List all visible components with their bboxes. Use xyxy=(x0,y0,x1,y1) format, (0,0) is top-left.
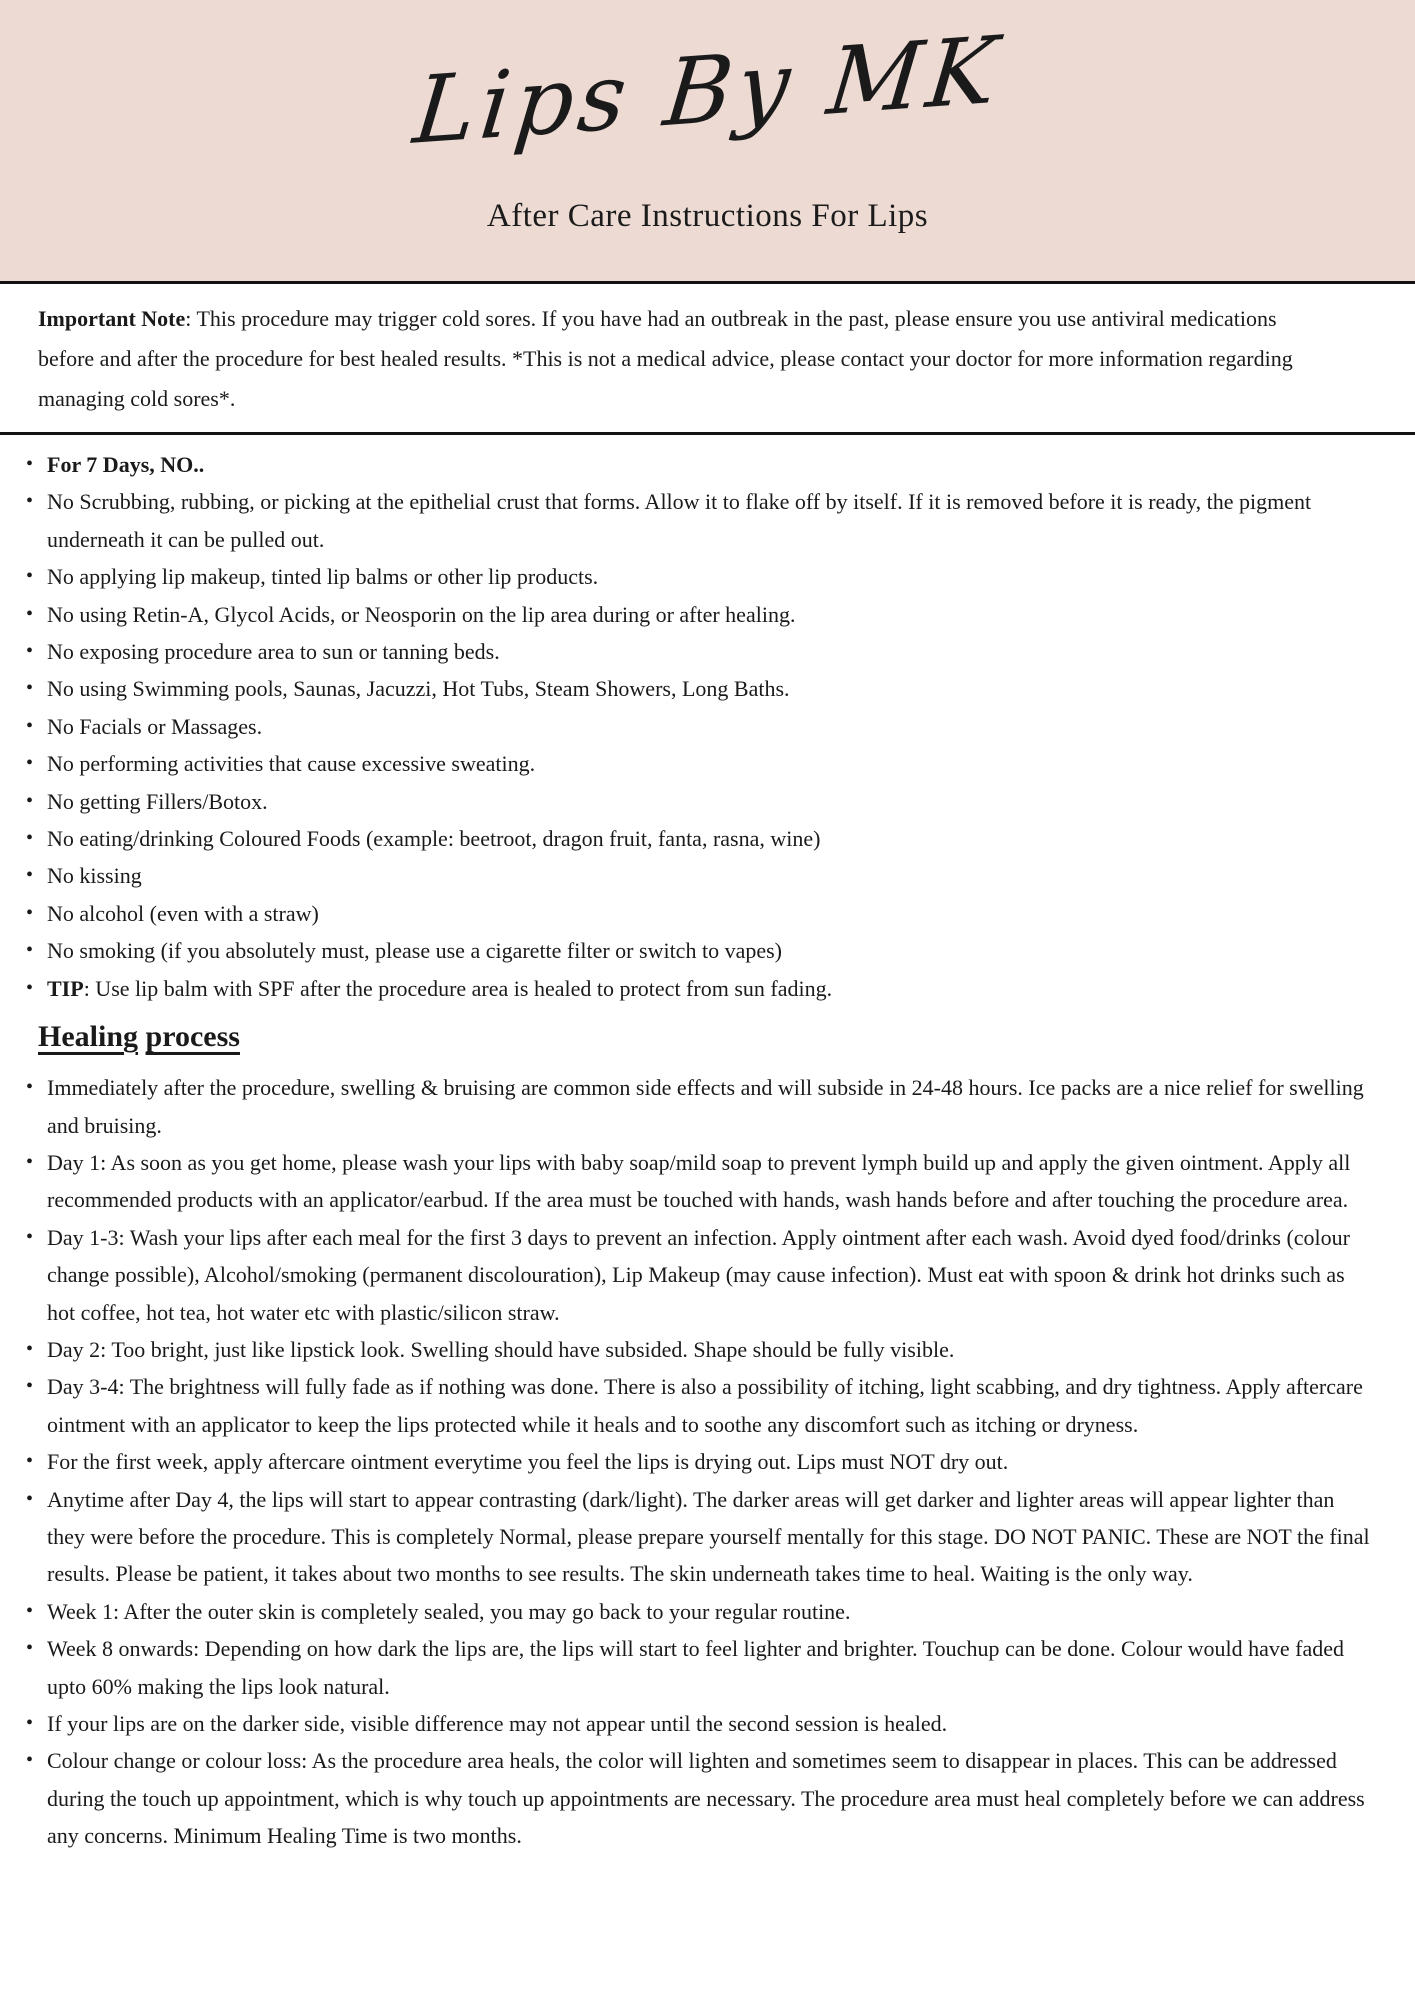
list-item: • No using Swimming pools, Saunas, Jacuzzi, Hot Tubs, Steam Showers, Long Baths. xyxy=(0,670,1377,707)
list-item: • For 7 Days, NO.. xyxy=(0,446,1377,483)
list-item: • Day 1: As soon as you get home, please wash your lips with baby soap/mild soap to prevent lymph build up and apply the given ointment. Apply all recommended products with an applicator/earbud. If the area must be touched with hands, wash hands before and after touching the procedure area. xyxy=(0,1144,1377,1219)
list-item: • No Scrubbing, rubbing, or picking at the epithelial crust that forms. Allow it to flake off by itself. If it is removed before it is ready, the pigment underneath it can be pulled out. xyxy=(0,483,1377,558)
list-item: • Day 3-4: The brightness will fully fade as if nothing was done. There is also a possibility of itching, light scabbing, and dry tightness. Apply aftercare ointment with an applicator to keep the lips protected while it heals and to soothe any discomfort such as itching or dryness. xyxy=(0,1368,1377,1443)
important-note-paragraph xyxy=(38,299,1323,419)
list-item: • No performing activities that cause excessive sweating. xyxy=(0,745,1377,782)
healing-heading-word-2: process xyxy=(145,1020,240,1054)
list-item: • No kissing xyxy=(0,857,1377,894)
list-item: • Day 2: Too bright, just like lipstick look. Swelling should have subsided. Shape should be fully visible. xyxy=(0,1331,1377,1368)
list-item: • Week 8 onwards: Depending on how dark the lips are, the lips will start to feel lighter and brighter. Touchup can be done. Colour would have faded upto 60% making the lips look natural. xyxy=(0,1630,1377,1705)
important-note-body: : This procedure may trigger cold sores. If you have had an outbreak in the past, please ensure you use antiviral medications before and after the procedure for best healed results. *This is not a medical advice, please contact your doctor for more information regarding managing cold sores*. xyxy=(38,306,1293,411)
list-item: • Anytime after Day 4, the lips will start to appear contrasting (dark/light). The darker areas will get darker and lighter areas will appear lighter than they were before the procedure. This is completely Normal, please prepare yourself mentally for this stage. DO NOT PANIC. These are NOT the final results. Please be patient, it takes about two months to see results. The skin underneath takes time to heal. Waiting is the only way. xyxy=(0,1481,1377,1593)
list-item: • TIP: Use lip balm with SPF after the procedure area is healed to protect from sun fading. xyxy=(0,970,1377,1007)
page-title: After Care Instructions For Lips xyxy=(486,198,929,234)
list-item: • No eating/drinking Coloured Foods (example: beetroot, dragon fruit, fanta, rasna, wine) xyxy=(0,820,1377,857)
brand-logo xyxy=(0,0,1415,166)
list-item: • No applying lip makeup, tinted lip balms or other lip products. xyxy=(0,558,1377,595)
healing-process-list xyxy=(0,1069,1377,1855)
list-item: • If your lips are on the darker side, visible difference may not appear until the second session is healed. xyxy=(0,1705,1377,1742)
list-item: • Day 1-3: Wash your lips after each meal for the first 3 days to prevent an infection. Apply ointment after each wash. Avoid dyed food/drinks (colour change possible), Alcohol/smoking (permanent discolouration), Lip Makeup (may cause infection). Must eat with spoon & drink hot drinks such as hot coffee, hot tea, hot water etc with plastic/silicon straw. xyxy=(0,1219,1377,1331)
healing-process-heading xyxy=(38,1016,1377,1058)
restrictions-list xyxy=(0,446,1377,1007)
important-note-section xyxy=(0,284,1415,435)
list-item: • For the first week, apply aftercare ointment everytime you feel the lips is drying out. Lips must NOT dry out. xyxy=(0,1443,1377,1480)
document-header xyxy=(0,0,1415,284)
list-item: • Colour change or colour loss: As the procedure area heals, the color will lighten and sometimes seem to disappear in places. This can be addressed during the touch up appointment, which is why touch up appointments are necessary. The procedure area must heal completely before we can address any concerns. Minimum Healing Time is two months. xyxy=(0,1742,1377,1854)
list-item: • Week 1: After the outer skin is completely sealed, you may go back to your regular routine. xyxy=(0,1593,1377,1630)
list-item: • No Facials or Massages. xyxy=(0,708,1377,745)
list-item: • Immediately after the procedure, swelling & bruising are common side effects and will subside in 24-48 hours. Ice packs are a nice relief for swelling and bruising. xyxy=(0,1069,1377,1144)
list-item: • No using Retin-A, Glycol Acids, or Neosporin on the lip area during or after healing. xyxy=(0,596,1377,633)
healing-heading-word-1: Healing xyxy=(38,1020,139,1054)
important-note-label: Important Note xyxy=(38,306,186,331)
brand-logo-text: Lips By MK xyxy=(408,15,1007,166)
list-item: • No exposing procedure area to sun or tanning beds. xyxy=(0,633,1377,670)
document-body xyxy=(0,446,1415,1855)
list-item: • No smoking (if you absolutely must, please use a cigarette filter or switch to vapes) xyxy=(0,932,1377,969)
list-item: • No alcohol (even with a straw) xyxy=(0,895,1377,932)
list-item: • No getting Fillers/Botox. xyxy=(0,783,1377,820)
